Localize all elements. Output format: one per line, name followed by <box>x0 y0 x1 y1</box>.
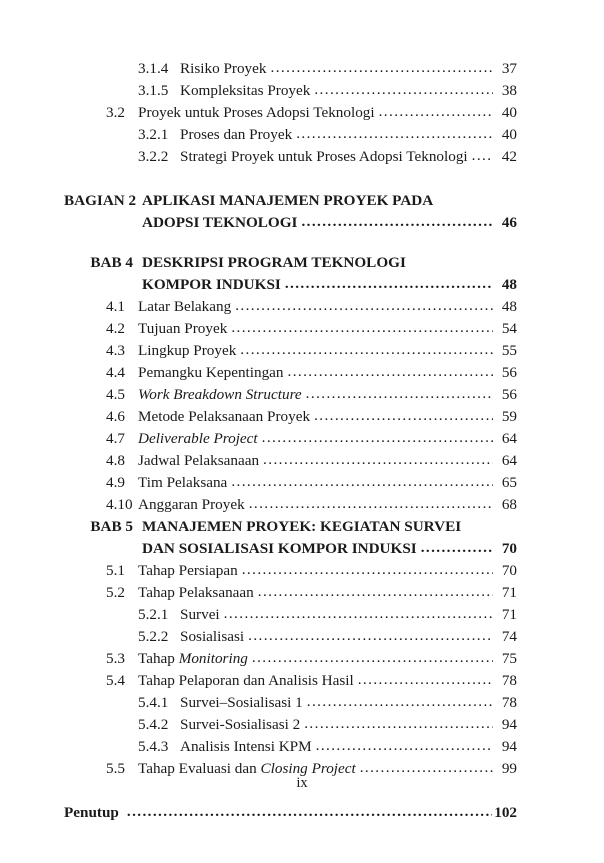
chapter-title-line-2: KOMPOR INDUKSI <box>142 276 281 293</box>
toc-entry[interactable] <box>64 384 517 406</box>
dot-leader <box>262 427 493 449</box>
toc-entry[interactable] <box>64 626 517 648</box>
toc-entry[interactable] <box>64 102 517 124</box>
toc-entry[interactable] <box>64 604 517 626</box>
entry-page: 64 <box>501 430 517 447</box>
entry-title: Sosialisasi <box>180 628 245 645</box>
toc-entry[interactable] <box>64 714 517 736</box>
dot-leader <box>316 735 493 757</box>
entry-title: Metode Pelaksanaan Proyek <box>138 408 311 425</box>
entry-page: 56 <box>501 386 517 403</box>
toc-entry[interactable] <box>64 58 517 80</box>
entry-number: 4.4 <box>106 364 125 381</box>
entry-number: 3.1.5 <box>138 82 169 99</box>
dot-leader <box>242 559 493 581</box>
entry-page: 64 <box>501 452 517 469</box>
dot-leader <box>240 339 493 361</box>
entry-number: 4.3 <box>106 342 125 359</box>
dot-leader <box>358 669 493 691</box>
entry-number: 5.2 <box>106 584 125 601</box>
chapter-label: BAB 4 <box>90 254 133 271</box>
entry-title: Survei-Sosialisasi 2 <box>180 716 301 733</box>
chapter-page: 70 <box>501 540 517 557</box>
entry-title: Lingkup Proyek <box>138 342 237 359</box>
dot-leader <box>296 123 493 145</box>
entry-number: 5.4.1 <box>138 694 169 711</box>
toc-entry[interactable] <box>64 340 517 362</box>
entry-page: 37 <box>501 60 517 77</box>
toc-chapter-heading-bab-5-cont[interactable] <box>142 538 517 560</box>
toc-part-heading-bagian-2-cont[interactable] <box>142 212 517 234</box>
entry-page: 40 <box>501 104 517 121</box>
dot-leader <box>314 79 493 101</box>
entry-page: 71 <box>501 606 517 623</box>
part-title-line-1: APLIKASI MANAJEMEN PROYEK PADA <box>142 192 434 209</box>
spacer <box>64 168 517 190</box>
toc-chapter-heading-bab-4-cont[interactable] <box>142 274 517 296</box>
entry-number: 3.2 <box>106 104 125 121</box>
entry-page: 65 <box>501 474 517 491</box>
entry-number: 3.2.2 <box>138 148 169 165</box>
spacer <box>64 234 517 252</box>
entry-title: Tim Pelaksana <box>138 474 228 491</box>
part-title-line-2: ADOPSI TEKNOLOGI <box>142 214 298 231</box>
entry-page: 94 <box>501 716 517 733</box>
dot-leader <box>231 317 493 339</box>
toc-chapter-heading-bab-5[interactable] <box>64 516 517 538</box>
dot-leader <box>235 295 493 317</box>
entry-number: 5.4.2 <box>138 716 169 733</box>
entry-number: 4.1 <box>106 298 125 315</box>
entry-title-plain: Tahap Evaluasi dan <box>138 760 261 777</box>
entry-page: 99 <box>501 760 517 777</box>
toc-entry[interactable] <box>64 450 517 472</box>
entry-page: 94 <box>501 738 517 755</box>
dot-leader <box>224 603 493 625</box>
entry-page: 42 <box>501 148 517 165</box>
entry-title-italic: Monitoring <box>178 650 248 667</box>
entry-title-plain: Tahap <box>138 650 179 667</box>
entry-page: 56 <box>501 364 517 381</box>
dot-leader <box>288 361 493 383</box>
entry-title: Tahap Persiapan <box>138 562 238 579</box>
entry-page: 68 <box>501 496 517 513</box>
chapter-title-line-2: DAN SOSIALISASI KOMPOR INDUKSI <box>142 540 417 557</box>
entry-title: Tahap Pelaporan dan Analisis Hasil <box>138 672 354 689</box>
entry-title: Survei <box>180 606 220 623</box>
entry-title: Risiko Proyek <box>180 60 267 77</box>
entry-number: 4.6 <box>106 408 125 425</box>
entry-number: 4.2 <box>106 320 125 337</box>
page-folio: ix <box>296 775 308 791</box>
dot-leader <box>127 801 492 823</box>
dot-leader <box>252 647 493 669</box>
entry-page: 70 <box>501 562 517 579</box>
toc-entry[interactable] <box>64 670 517 692</box>
entry-title: Survei–Sosialisasi 1 <box>180 694 303 711</box>
entry-title: Jadwal Pelaksanaan <box>138 452 260 469</box>
part-label: BAGIAN 2 <box>64 192 137 209</box>
entry-number: 4.10 <box>106 496 133 513</box>
toc-entry[interactable] <box>64 428 517 450</box>
toc-entry[interactable] <box>64 736 517 758</box>
entry-number: 4.8 <box>106 452 125 469</box>
entry-title <box>138 648 252 670</box>
toc-entry[interactable] <box>64 296 517 318</box>
toc-entry[interactable] <box>64 494 517 516</box>
entry-title: Strategi Proyek untuk Proses Adopsi Teknologi <box>180 148 468 165</box>
toc-chapter-heading-bab-4[interactable] <box>64 252 517 274</box>
dot-leader <box>472 145 493 167</box>
toc-entry[interactable] <box>64 692 517 714</box>
dot-leader <box>379 101 493 123</box>
toc-entry[interactable] <box>64 648 517 670</box>
dot-leader <box>271 57 494 79</box>
entry-number: 3.2.1 <box>138 126 169 143</box>
part-page: 46 <box>501 214 517 231</box>
chapter-title-line-1: MANAJEMEN PROYEK: KEGIATAN SURVEI <box>142 518 462 535</box>
dot-leader <box>421 537 493 559</box>
chapter-page: 48 <box>501 276 517 293</box>
entry-number: 5.1 <box>106 562 125 579</box>
entry-page: 78 <box>501 694 517 711</box>
entry-number: 5.5 <box>106 760 125 777</box>
entry-title-italic: Closing Project <box>260 760 356 777</box>
dot-leader <box>306 383 493 405</box>
penutup-page: 102 <box>494 804 517 821</box>
chapter-title-line-1: DESKRIPSI PROGRAM TEKNOLOGI <box>142 254 406 271</box>
dot-leader <box>258 581 493 603</box>
entry-page: 55 <box>501 342 517 359</box>
entry-title: Work Breakdown Structure <box>138 386 302 403</box>
entry-number: 4.9 <box>106 474 125 491</box>
entry-title: Anggaran Proyek <box>138 496 245 513</box>
entry-number: 3.1.4 <box>138 60 169 77</box>
dot-leader <box>248 625 493 647</box>
dot-leader <box>249 493 493 515</box>
toc-part-heading-bagian-2[interactable] <box>64 190 517 212</box>
toc-entry[interactable] <box>64 406 517 428</box>
entry-number: 5.2.1 <box>138 606 169 623</box>
toc-entry[interactable] <box>64 472 517 494</box>
entry-page: 71 <box>501 584 517 601</box>
entry-page: 74 <box>501 628 517 645</box>
entry-title: Kompleksitas Proyek <box>180 82 311 99</box>
entry-title: Tahap Pelaksanaan <box>138 584 254 601</box>
toc-entry[interactable] <box>64 582 517 604</box>
dot-leader <box>314 405 493 427</box>
entry-number: 5.2.2 <box>138 628 169 645</box>
toc-entry[interactable] <box>64 362 517 384</box>
entry-page: 54 <box>501 320 517 337</box>
toc-entry[interactable] <box>64 560 517 582</box>
entry-page: 75 <box>501 650 517 667</box>
entry-number: 5.3 <box>106 650 125 667</box>
entry-title: Proses dan Proyek <box>180 126 293 143</box>
entry-page: 59 <box>501 408 517 425</box>
chapter-label: BAB 5 <box>90 518 133 535</box>
toc-entry[interactable] <box>64 146 517 168</box>
entry-title: Analisis Intensi KPM <box>180 738 312 755</box>
entry-number: 4.5 <box>106 386 125 403</box>
toc-entry[interactable] <box>64 80 517 102</box>
entry-number: 4.7 <box>106 430 125 447</box>
dot-leader <box>304 713 493 735</box>
entry-title: Tujuan Proyek <box>138 320 228 337</box>
entry-page: 40 <box>501 126 517 143</box>
dot-leader <box>307 691 493 713</box>
entry-number: 5.4 <box>106 672 125 689</box>
entry-title: Proyek untuk Proses Adopsi Teknologi <box>138 104 375 121</box>
dot-leader <box>263 449 493 471</box>
dot-leader <box>301 211 493 233</box>
dot-leader <box>285 273 493 295</box>
toc-entry-penutup[interactable] <box>64 802 517 824</box>
toc-entry[interactable] <box>64 318 517 340</box>
penutup-title: Penutup <box>64 804 119 821</box>
entry-page: 48 <box>501 298 517 315</box>
dot-leader <box>231 471 493 493</box>
entry-title: Deliverable Project <box>138 430 258 447</box>
entry-title: Pemangku Kepentingan <box>138 364 284 381</box>
entry-title: Latar Belakang <box>138 298 232 315</box>
entry-page: 78 <box>501 672 517 689</box>
entry-number: 5.4.3 <box>138 738 169 755</box>
toc-entry[interactable] <box>64 124 517 146</box>
entry-page: 38 <box>501 82 517 99</box>
toc-list <box>64 58 517 824</box>
